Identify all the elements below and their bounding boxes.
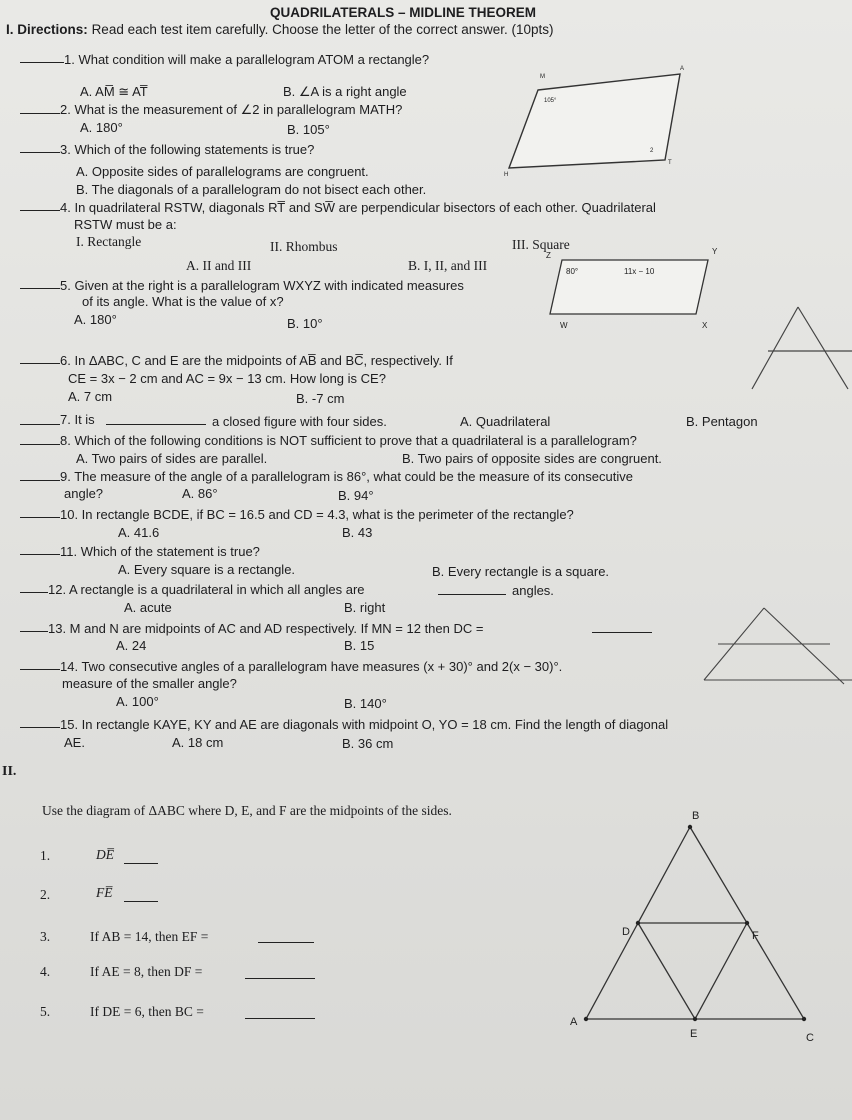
label-y: Y	[712, 247, 718, 256]
question-9-stem: 9. The measure of the angle of a parallelogram is 86°, what could be the measure of its consecutive	[60, 469, 633, 484]
triangle-q6-figure	[748, 295, 852, 395]
parallelogram-wxyz-figure	[536, 247, 736, 330]
triangle-abc-figure	[560, 805, 830, 1055]
part2-item-1-text: DE̅	[96, 847, 114, 862]
part2-item-2-text: FE̅	[96, 885, 113, 900]
question-14-stem-2: measure of the smaller angle?	[62, 676, 237, 691]
question-11-stem: 11. Which of the statement is true?	[60, 544, 260, 559]
question-4-option-b: B. I, II, and III	[408, 258, 488, 273]
question-12-option-b: B. right	[344, 600, 386, 615]
part1-label: I.	[6, 22, 14, 37]
question-15-stem: 15. In rectangle KAYE, KY and AE are diagonals with midpoint O, YO = 18 cm. Find the length of diagonal	[60, 717, 669, 732]
question-5-option-b: B. 10°	[287, 316, 323, 331]
question-15-option-a: A. 18 cm	[172, 735, 224, 750]
question-11-option-a: A. Every square is a rectangle.	[118, 562, 296, 577]
question-9-stem-2: angle?	[64, 486, 104, 501]
question-7-stem: 7. It is	[60, 412, 95, 427]
question-2-option-b: B. 105°	[287, 122, 330, 137]
question-15-stem-2: AE.	[64, 735, 85, 750]
question-14-option-a: A. 100°	[116, 694, 159, 709]
question-13-fill-blank[interactable]	[592, 620, 652, 633]
question-9-option-b: B. 94°	[338, 488, 374, 503]
part2-label: II.	[2, 764, 17, 779]
question-4-option-a: A. II and III	[186, 258, 252, 273]
answer-blank-11[interactable]	[20, 542, 60, 555]
question-1-stem: 1. What condition will make a parallelogram ATOM a rectangle?	[64, 52, 430, 67]
question-2-option-a: A. 180°	[80, 120, 123, 135]
question-7-fill-blank[interactable]	[106, 412, 206, 425]
question-4-stem-2: RSTW must be a:	[74, 217, 177, 232]
question-8-option-b: B. Two pairs of opposite sides are congruent.	[402, 451, 662, 466]
part2-instructions: Use the diagram of ΔABC where D, E, and F are the midpoints of the sides.	[42, 803, 452, 818]
label-e: E	[690, 1028, 698, 1040]
question-4-choice-ii: II. Rhombus	[270, 239, 338, 254]
question-11-option-b: B. Every rectangle is a square.	[432, 564, 610, 579]
part2-item-4-text: If AE = 8, then DF =	[90, 964, 203, 979]
question-4-stem: 4. In quadrilateral RSTW, diagonals RT̅ and SW̅ are perpendicular bisectors of each other. Quadrilateral	[60, 200, 656, 215]
question-7-option-a: A. Quadrilateral	[460, 414, 551, 429]
answer-blank-3[interactable]	[20, 140, 60, 153]
label-angle-2: 2	[650, 148, 654, 154]
answer-blank-13[interactable]	[20, 619, 48, 632]
question-1-option-a: A. AM̅ ≅ AT̅	[80, 84, 148, 99]
part2-item-3-number: 3.	[40, 929, 51, 944]
question-10-stem: 10. In rectangle BCDE, if BC = 16.5 and CD = 4.3, what is the perimeter of the rectangle?	[60, 507, 574, 522]
question-5-option-a: A. 180°	[74, 312, 117, 327]
label-80: 80°	[566, 267, 579, 276]
question-7-stem-2: a closed figure with four sides.	[212, 414, 387, 429]
label-t: T	[668, 160, 672, 166]
part2-item-2-blank[interactable]	[124, 889, 158, 902]
question-13-stem: 13. M and N are midpoints of AC and AD respectively. If MN = 12 then DC =	[48, 621, 484, 636]
label-d: D	[622, 926, 630, 938]
triangle-q13-figure	[694, 600, 852, 690]
directions	[6, 22, 554, 38]
label-a: A	[680, 66, 685, 72]
question-15-option-b: B. 36 cm	[342, 736, 394, 751]
question-3-option-b: B. The diagonals of a parallelogram do not bisect each other.	[76, 182, 427, 197]
question-12-option-a: A. acute	[124, 600, 172, 615]
question-14-stem: 14. Two consecutive angles of a parallelogram have measures (x + 30)° and 2(x − 30)°.	[60, 659, 563, 674]
answer-blank-10[interactable]	[20, 505, 60, 518]
question-3-option-a: A. Opposite sides of parallelograms are congruent.	[76, 164, 369, 179]
question-12-fill-blank[interactable]	[438, 582, 506, 595]
page-title: QUADRILATERALS – MIDLINE THEOREM	[270, 5, 536, 20]
question-2-stem: 2. What is the measurement of ∠2 in parallelogram MATH?	[60, 102, 403, 117]
question-14-option-b: B. 140°	[344, 696, 387, 711]
answer-blank-6[interactable]	[20, 351, 60, 364]
parallelogram-math-figure	[500, 60, 700, 180]
question-4-choice-i: I. Rectangle	[76, 234, 142, 249]
answer-blank-14[interactable]	[20, 657, 60, 670]
part2-item-3-blank[interactable]	[258, 930, 314, 943]
question-6-option-a: A. 7 cm	[68, 389, 113, 404]
question-13-option-a: A. 24	[116, 638, 147, 653]
question-5-stem-2: of its angle. What is the value of x?	[82, 294, 284, 309]
label-a-vertex: A	[570, 1016, 578, 1028]
part2-item-1-blank[interactable]	[124, 851, 158, 864]
part2-item-5-blank[interactable]	[245, 1006, 315, 1019]
label-105: 105°	[544, 98, 557, 104]
question-8-option-a: A. Two pairs of sides are parallel.	[76, 451, 268, 466]
directions-label: Directions:	[17, 22, 88, 37]
question-3-stem: 3. Which of the following statements is true?	[60, 142, 315, 157]
label-z: Z	[546, 251, 551, 260]
question-12-stem: 12. A rectangle is a quadrilateral in which all angles are	[48, 582, 365, 597]
question-4-choice-iii: III. Square	[512, 237, 570, 252]
answer-blank-12[interactable]	[20, 580, 48, 593]
answer-blank-5[interactable]	[20, 276, 60, 289]
answer-blank-9[interactable]	[20, 468, 60, 481]
label-11x-10: 11x − 10	[624, 267, 655, 276]
answer-blank-2[interactable]	[20, 101, 60, 114]
part2-item-3-text: If AB = 14, then EF =	[90, 929, 209, 944]
question-1-option-b: B. ∠A is a right angle	[283, 84, 407, 99]
directions-text: Read each test item carefully. Choose the letter of the correct answer. (10pts)	[91, 22, 554, 37]
question-10-option-a: A. 41.6	[118, 525, 160, 540]
question-5-stem: 5. Given at the right is a parallelogram WXYZ with indicated measures	[60, 278, 464, 293]
label-h: H	[504, 172, 509, 178]
part2-item-4-number: 4.	[40, 964, 51, 979]
question-6-option-b: B. -7 cm	[296, 391, 345, 406]
part2-item-4-blank[interactable]	[245, 966, 315, 979]
answer-blank-7[interactable]	[20, 412, 60, 425]
question-9-option-a: A. 86°	[182, 486, 218, 501]
question-8-stem: 8. Which of the following conditions is NOT sufficient to prove that a quadrilateral is a parallelogram?	[60, 433, 637, 448]
label-x: X	[702, 321, 708, 330]
answer-blank-15[interactable]	[20, 715, 60, 728]
label-b: B	[692, 810, 700, 822]
answer-blank-4[interactable]	[20, 198, 60, 211]
question-10-option-b: B. 43	[342, 525, 373, 540]
label-c: C	[806, 1032, 814, 1044]
question-7-option-b: B. Pentagon	[686, 414, 758, 429]
label-m: M	[540, 74, 545, 80]
question-6-stem-2: CE = 3x − 2 cm and AC = 9x − 13 cm. How long is CE?	[68, 371, 386, 386]
question-6-stem: 6. In ΔABC, C and E are the midpoints of AB̅ and BC̅, respectively. If	[60, 353, 453, 368]
label-f: F	[752, 930, 759, 942]
question-13-option-b: B. 15	[344, 638, 375, 653]
answer-blank-1[interactable]	[20, 50, 64, 63]
label-w: W	[560, 321, 568, 330]
part2-item-5-text: If DE = 6, then BC =	[90, 1004, 204, 1019]
question-12-stem-2: angles.	[512, 583, 554, 598]
part2-item-1-number: 1.	[40, 848, 51, 863]
answer-blank-8[interactable]	[20, 432, 60, 445]
part2-item-5-number: 5.	[40, 1004, 51, 1019]
part2-item-2-number: 2.	[40, 887, 51, 902]
